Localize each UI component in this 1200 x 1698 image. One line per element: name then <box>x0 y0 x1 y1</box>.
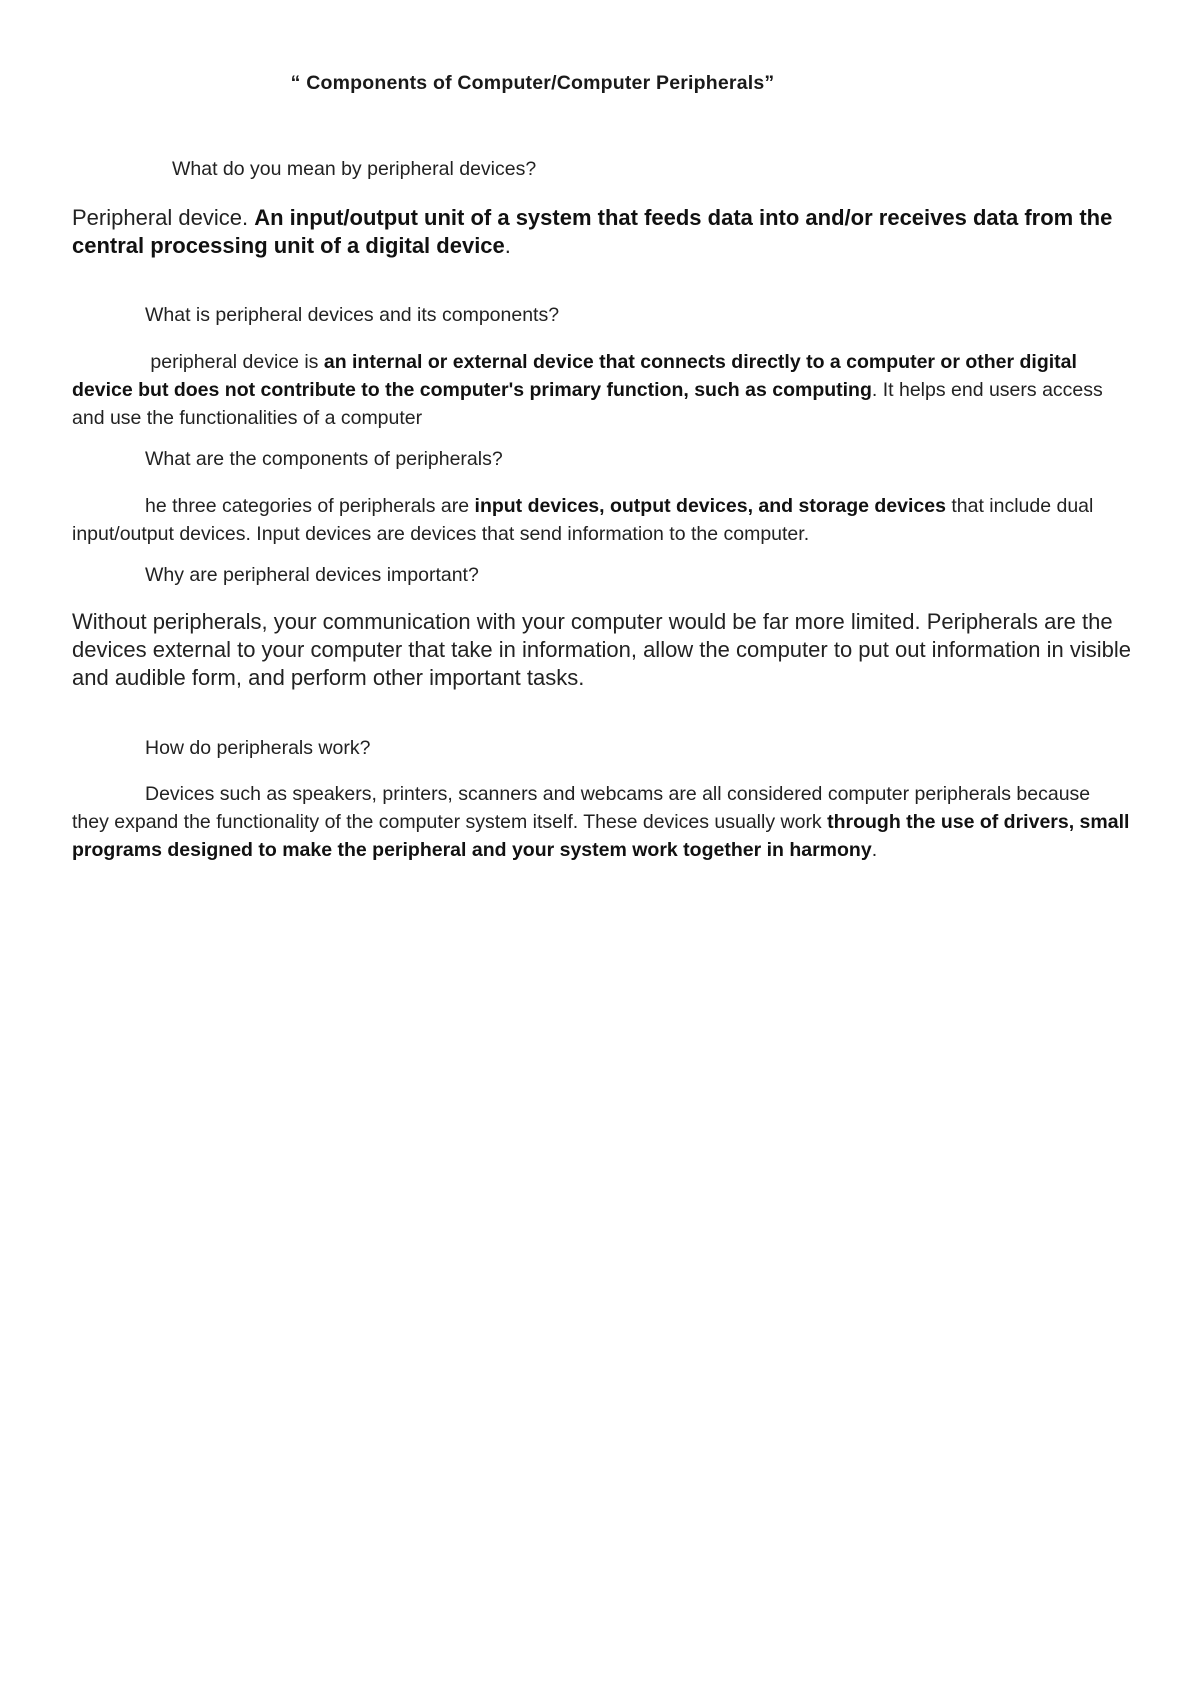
question-3: What are the components of peripherals? <box>145 448 503 470</box>
answer-5-lead: Devices such as speakers, printers, scanners and webcams are all considered computer peripherals because they expand the functionality of the computer system itself. These devices usually work <box>72 783 1091 833</box>
answer-3-bold: input devices, output devices, and storage devices <box>474 495 946 517</box>
answer-3-lead: he three categories of peripherals are <box>145 495 475 517</box>
answer-2-tail: . It helps end users access and use the functionalities of a computer <box>72 379 1103 429</box>
answer-4: Without peripherals, your communication with your computer would be far more limited. Peripherals are the devices external to your computer that take in information, allow the computer to put out information in visible and audible form, and perform other important tasks. <box>72 609 1131 690</box>
question-5: How do peripherals work? <box>145 737 371 759</box>
answer-2-lead: peripheral device is <box>145 351 324 373</box>
answer-5 <box>72 780 1132 864</box>
answer-3 <box>72 492 1132 548</box>
answer-1 <box>72 204 1132 260</box>
question-1: What do you mean by peripheral devices? <box>172 158 537 180</box>
answer-2-bold: an internal or external device that connects directly to a computer or other digital device but does not contribute to the computer's primary function, such as computing <box>72 351 1077 401</box>
question-2: What is peripheral devices and its components? <box>145 304 560 326</box>
question-4: Why are peripheral devices important? <box>145 564 479 586</box>
document-title: “ Components of Computer/Computer Peripherals” <box>290 72 775 94</box>
answer-1-bold: An input/output unit of a system that feeds data into and/or receives data from the central processing unit of a digital device <box>72 205 1113 258</box>
answer-1-lead: Peripheral device. <box>72 205 255 230</box>
answer-2 <box>72 348 1132 432</box>
answer-1-tail: . <box>504 233 511 258</box>
answer-5-tail: . <box>871 839 878 861</box>
answer-3-tail: that include dual input/output devices. Input devices are devices that send information to the computer. <box>72 495 1094 545</box>
answer-5-bold: through the use of drivers, small programs designed to make the peripheral and your system work together in harmony <box>72 811 1130 861</box>
